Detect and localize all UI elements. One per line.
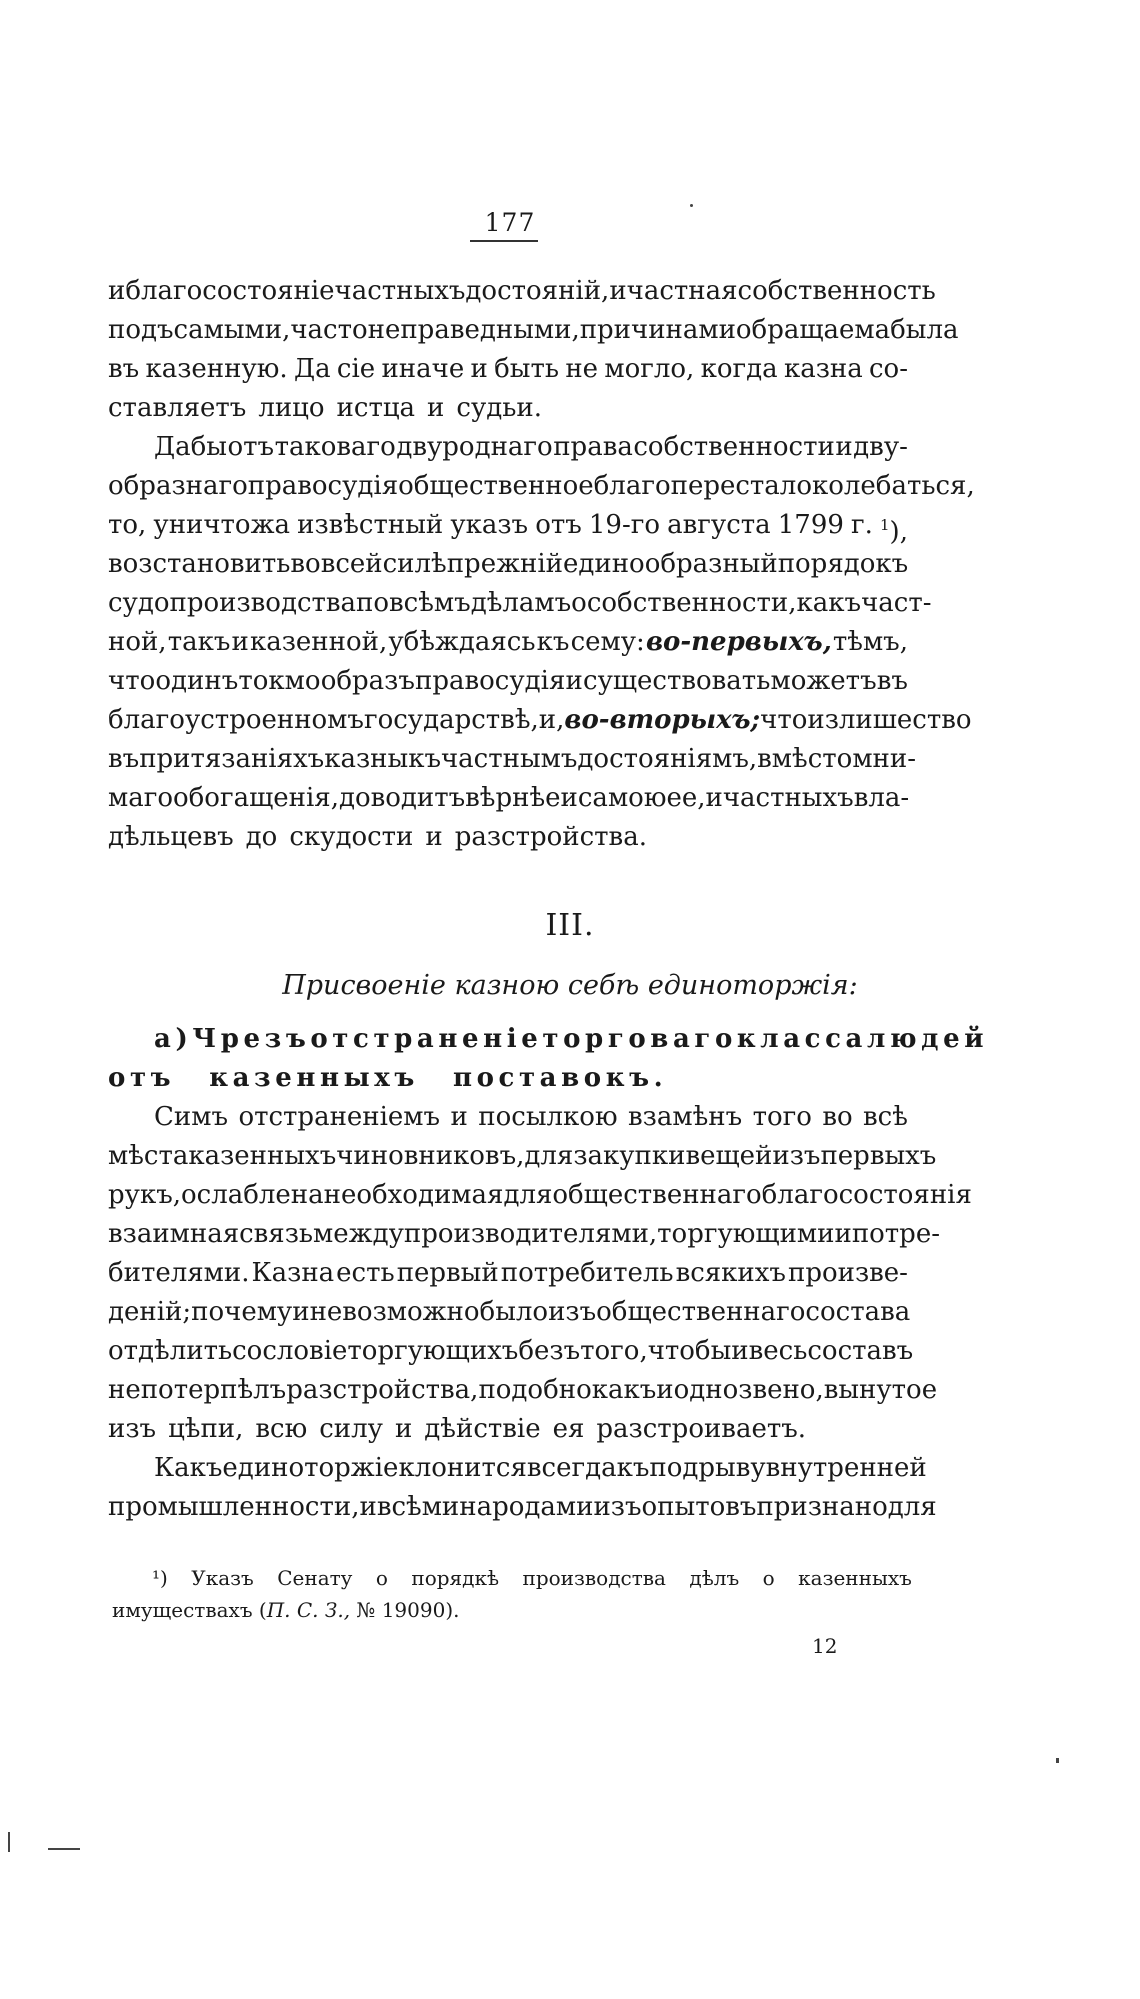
text-block-top bbox=[108, 272, 975, 857]
word: къ bbox=[616, 1453, 650, 1483]
word: убѣждаясь bbox=[388, 627, 536, 657]
word: 19-го bbox=[588, 510, 661, 540]
word: подобно bbox=[478, 1375, 592, 1405]
word: въ bbox=[108, 744, 140, 774]
scan-artifact bbox=[1056, 1758, 1059, 1763]
word: отъ bbox=[227, 432, 275, 462]
word: и bbox=[359, 1492, 377, 1522]
word: такъ bbox=[167, 627, 231, 657]
word: со- bbox=[869, 354, 908, 384]
word: одинъ bbox=[155, 666, 239, 696]
text-line bbox=[108, 584, 932, 623]
text-line bbox=[108, 662, 908, 701]
word: колебаться, bbox=[811, 471, 975, 501]
word: иначе bbox=[381, 354, 465, 384]
footnote-text: № 19090). bbox=[356, 1598, 460, 1622]
word: Указъ bbox=[191, 1566, 254, 1590]
word: для bbox=[503, 1180, 553, 1210]
word: всѣми bbox=[376, 1492, 460, 1522]
footnote-line bbox=[112, 1594, 912, 1626]
word: скудости bbox=[289, 822, 414, 852]
word: деній; bbox=[108, 1297, 192, 1327]
word: и bbox=[705, 783, 723, 813]
word: и bbox=[470, 354, 488, 384]
word: единоторжіе bbox=[222, 1453, 399, 1483]
word: часто bbox=[290, 315, 368, 345]
word: возстановить bbox=[108, 549, 291, 579]
word: дѣлъ bbox=[689, 1566, 740, 1590]
text-line bbox=[108, 272, 936, 311]
word: самою bbox=[577, 783, 667, 813]
word: необходимая bbox=[323, 1180, 504, 1210]
word: образъ bbox=[320, 666, 415, 696]
word: частная bbox=[626, 276, 738, 306]
word: въ bbox=[108, 354, 140, 384]
word: благоустроенномъ bbox=[108, 705, 364, 735]
word: признано bbox=[756, 1492, 888, 1522]
word: казна bbox=[783, 354, 863, 384]
word: о bbox=[571, 588, 587, 618]
word: казенныхъ bbox=[209, 1063, 419, 1093]
word: во bbox=[290, 549, 321, 579]
word: какъ bbox=[796, 588, 862, 618]
word: по bbox=[356, 588, 390, 618]
word: весь bbox=[748, 1336, 808, 1366]
word: внутренней bbox=[765, 1453, 927, 1483]
word: порядкѣ bbox=[411, 1566, 500, 1590]
word: есть bbox=[336, 1258, 395, 1288]
text-line bbox=[108, 623, 908, 662]
word: разстроиваетъ. bbox=[596, 1414, 807, 1444]
footnote bbox=[112, 1562, 912, 1626]
word: потребитель bbox=[500, 1258, 674, 1288]
word: когда bbox=[700, 354, 778, 384]
word: и bbox=[609, 276, 627, 306]
word: торговаго bbox=[542, 1024, 737, 1054]
text-line bbox=[108, 350, 908, 389]
word: общественнаго bbox=[552, 1180, 762, 1210]
word: для bbox=[524, 1141, 574, 1171]
word: клонится bbox=[398, 1453, 527, 1483]
word: и bbox=[108, 276, 126, 306]
word: и bbox=[394, 1414, 413, 1444]
word: судьи. bbox=[456, 393, 543, 423]
word: ставляетъ bbox=[108, 393, 247, 423]
word: августа bbox=[667, 510, 771, 540]
word: частныхъ bbox=[334, 276, 466, 306]
word: таковаго bbox=[274, 432, 396, 462]
word: вещей bbox=[685, 1141, 773, 1171]
word: силу bbox=[319, 1414, 383, 1444]
text-line bbox=[108, 311, 959, 350]
word: не bbox=[565, 354, 599, 384]
text-line bbox=[108, 1332, 914, 1371]
word: единообразный bbox=[562, 549, 778, 579]
word: опытовъ bbox=[641, 1492, 757, 1522]
word: порядокъ bbox=[777, 549, 909, 579]
word: а) bbox=[154, 1024, 193, 1054]
word: част- bbox=[861, 588, 932, 618]
signature-mark: 12 bbox=[812, 1634, 838, 1658]
word: къ bbox=[408, 744, 441, 774]
word: торгующими bbox=[657, 1219, 835, 1249]
word: образнаго bbox=[108, 471, 248, 501]
word: мни- bbox=[852, 744, 916, 774]
word: какъ bbox=[591, 1375, 657, 1405]
text-line bbox=[108, 545, 908, 584]
point-a-line bbox=[108, 1020, 989, 1059]
word: изъ bbox=[108, 1414, 157, 1444]
word: общественное bbox=[398, 471, 594, 501]
word: была bbox=[890, 315, 959, 345]
word: въ bbox=[876, 666, 908, 696]
word: государствѣ, bbox=[363, 705, 539, 735]
word: неправедными, bbox=[367, 315, 580, 345]
word: и, bbox=[538, 705, 565, 735]
word: вѣрнѣе bbox=[465, 783, 561, 813]
word: производства bbox=[522, 1566, 666, 1590]
word: и bbox=[425, 822, 443, 852]
word: перестало bbox=[670, 471, 812, 501]
scan-artifact bbox=[8, 1832, 10, 1852]
word: достояній, bbox=[465, 276, 610, 306]
word: и bbox=[565, 666, 583, 696]
word: сословіе bbox=[232, 1336, 348, 1366]
scan-artifact bbox=[690, 204, 693, 207]
line-word: тѣмъ, bbox=[832, 627, 908, 657]
word: Чрезъ bbox=[192, 1024, 311, 1054]
text-line bbox=[108, 740, 916, 779]
word: благо bbox=[593, 471, 671, 501]
text-line bbox=[108, 818, 908, 857]
word: одно bbox=[673, 1375, 739, 1405]
text-line bbox=[108, 1254, 908, 1293]
word: между bbox=[313, 1219, 404, 1249]
page-number-rule bbox=[470, 240, 538, 242]
point-a-line bbox=[108, 1059, 908, 1098]
word: почему bbox=[191, 1297, 293, 1327]
word: казенной, bbox=[249, 627, 388, 657]
text-line bbox=[108, 1488, 937, 1527]
word: дву- bbox=[853, 432, 908, 462]
word: дѣйствіе bbox=[424, 1414, 541, 1444]
word: изъ bbox=[593, 1492, 642, 1522]
word: вынутое bbox=[823, 1375, 938, 1405]
word: производителями, bbox=[403, 1219, 658, 1249]
word: отъ bbox=[535, 510, 582, 540]
word: чиновниковъ, bbox=[336, 1141, 525, 1171]
word: торгующихъ bbox=[347, 1336, 519, 1366]
footnote-line bbox=[112, 1562, 912, 1594]
word: связь bbox=[239, 1219, 314, 1249]
word: того bbox=[752, 1102, 812, 1132]
text-line bbox=[108, 506, 908, 545]
word: всѣ bbox=[863, 1102, 908, 1132]
word: притязаніяхъ bbox=[139, 744, 325, 774]
word: достояніямъ, bbox=[577, 744, 758, 774]
word: собственность bbox=[737, 276, 936, 306]
section-heading: III. bbox=[545, 908, 595, 943]
word: до bbox=[245, 822, 278, 852]
word: можетъ bbox=[770, 666, 877, 696]
word: того, bbox=[580, 1336, 648, 1366]
word: составъ bbox=[807, 1336, 914, 1366]
word: двуроднаго bbox=[396, 432, 553, 462]
word: класса bbox=[736, 1024, 867, 1054]
word: г. bbox=[851, 510, 873, 540]
word: благосостоянія bbox=[761, 1180, 972, 1210]
text-line bbox=[108, 389, 908, 428]
word: ослаблена bbox=[181, 1180, 324, 1210]
word: всей bbox=[320, 549, 383, 579]
word: уничтожа bbox=[153, 510, 291, 540]
word: всякихъ bbox=[675, 1258, 786, 1288]
word: лицо bbox=[258, 393, 325, 423]
word: указъ bbox=[450, 510, 529, 540]
word: народами bbox=[459, 1492, 594, 1522]
word: дѣльцевъ bbox=[108, 822, 234, 852]
word: чтобы bbox=[647, 1336, 732, 1366]
text-line bbox=[108, 779, 908, 818]
italic-emphasis: во-первыхъ, bbox=[645, 627, 832, 657]
word: закупки bbox=[573, 1141, 686, 1171]
word: разстройства, bbox=[286, 1375, 479, 1405]
text-line bbox=[108, 428, 908, 467]
word: было bbox=[479, 1297, 549, 1327]
word: всю bbox=[255, 1414, 308, 1444]
word: казенную. bbox=[145, 354, 288, 384]
word: вла- bbox=[853, 783, 910, 813]
word: произве- bbox=[787, 1258, 908, 1288]
word: отъ bbox=[108, 1063, 176, 1093]
word: всѣмъ bbox=[389, 588, 471, 618]
word: частныхъ bbox=[722, 783, 854, 813]
text-line bbox=[108, 701, 972, 740]
word: судопроизводства bbox=[108, 588, 357, 618]
word: истца bbox=[336, 393, 416, 423]
word: и bbox=[231, 627, 249, 657]
word: звено, bbox=[738, 1375, 824, 1405]
word: подъ bbox=[108, 315, 174, 345]
word: невозможно bbox=[309, 1297, 480, 1327]
word: людей bbox=[866, 1024, 989, 1054]
word: собственности, bbox=[586, 588, 797, 618]
word: быть bbox=[494, 354, 560, 384]
word: сіе bbox=[336, 354, 376, 384]
word: и bbox=[450, 1102, 468, 1132]
word: и bbox=[560, 783, 578, 813]
word: дѣламъ bbox=[470, 588, 572, 618]
word: что bbox=[760, 705, 808, 735]
word: о bbox=[762, 1566, 775, 1590]
word: Да bbox=[293, 354, 331, 384]
word: причинами bbox=[579, 315, 736, 345]
word: 1799 bbox=[777, 510, 844, 540]
text-line bbox=[108, 1371, 938, 1410]
word: всегда bbox=[526, 1453, 617, 1483]
word: благосостояніе bbox=[125, 276, 335, 306]
word: Какъ bbox=[154, 1453, 223, 1483]
text-line bbox=[108, 1137, 937, 1176]
word: правосудія bbox=[415, 666, 566, 696]
italic-emphasis: во-вторыхъ; bbox=[564, 705, 761, 735]
word: сему: bbox=[570, 627, 645, 657]
word: разстройства. bbox=[454, 822, 647, 852]
section-subtitle: Присвоеніе казною себѣ единоторжія: bbox=[282, 970, 858, 1001]
text-line bbox=[108, 1176, 972, 1215]
footnote-text: имуществахъ ( bbox=[112, 1598, 267, 1622]
word: отдѣлить bbox=[108, 1336, 233, 1366]
word: токмо bbox=[238, 666, 321, 696]
word: что bbox=[108, 666, 156, 696]
word: и bbox=[292, 1297, 310, 1327]
text-line bbox=[108, 1098, 908, 1137]
word: взамѣнъ bbox=[628, 1102, 743, 1132]
text-line bbox=[108, 1293, 911, 1332]
word: могло, bbox=[604, 354, 695, 384]
word: казенныхъ bbox=[798, 1566, 912, 1590]
word: потерпѣлъ bbox=[140, 1375, 287, 1405]
word: во bbox=[822, 1102, 853, 1132]
word: правосудія bbox=[247, 471, 399, 501]
word: ее, bbox=[666, 783, 706, 813]
word: казны bbox=[324, 744, 409, 774]
footnote-marker: ¹) bbox=[152, 1566, 168, 1590]
word: ея bbox=[552, 1414, 585, 1444]
text-line bbox=[108, 1410, 908, 1449]
footnote-citation: П. С. З., bbox=[266, 1598, 351, 1622]
word: прежній bbox=[446, 549, 563, 579]
word: извѣстный bbox=[297, 510, 444, 540]
word: Казна bbox=[251, 1258, 335, 1288]
word: обращаема bbox=[735, 315, 891, 345]
word: права bbox=[553, 432, 633, 462]
word: первыхъ bbox=[820, 1141, 937, 1171]
text-line bbox=[108, 1215, 940, 1254]
word: и bbox=[427, 393, 445, 423]
word: мѣста bbox=[108, 1141, 189, 1171]
word: потре- bbox=[851, 1219, 940, 1249]
footnote-reference: $^1$), bbox=[880, 516, 908, 547]
word: изъ bbox=[772, 1141, 821, 1171]
word: отстраненіемъ bbox=[238, 1102, 441, 1132]
word: силѣ bbox=[382, 549, 447, 579]
word: поставокъ. bbox=[452, 1063, 668, 1093]
word: безъ bbox=[518, 1336, 581, 1366]
word: къ bbox=[536, 627, 570, 657]
word: промышленности, bbox=[108, 1492, 360, 1522]
word: доводитъ bbox=[338, 783, 466, 813]
text-block-bottom bbox=[108, 1020, 989, 1527]
word: вмѣсто bbox=[757, 744, 853, 774]
word: изъ bbox=[548, 1297, 597, 1327]
word: Дабы bbox=[154, 432, 227, 462]
word: частнымъ bbox=[440, 744, 578, 774]
word: излишество bbox=[807, 705, 972, 735]
word: состава bbox=[805, 1297, 911, 1327]
word: самыми, bbox=[173, 315, 291, 345]
word: общественнаго bbox=[596, 1297, 806, 1327]
word: казенныхъ bbox=[188, 1141, 337, 1171]
word: о bbox=[375, 1566, 388, 1590]
word: для bbox=[887, 1492, 937, 1522]
word: Сенату bbox=[277, 1566, 353, 1590]
word: цѣпи, bbox=[168, 1414, 244, 1444]
word: маго bbox=[108, 783, 173, 813]
word: ной, bbox=[108, 627, 167, 657]
word: существовать bbox=[583, 666, 771, 696]
word: посылкою bbox=[478, 1102, 618, 1132]
word: обогащенія, bbox=[173, 783, 339, 813]
word: то, bbox=[108, 510, 147, 540]
word: рукъ, bbox=[108, 1180, 181, 1210]
scan-artifact bbox=[48, 1848, 80, 1850]
word: и bbox=[835, 432, 853, 462]
word: Симъ bbox=[154, 1102, 228, 1132]
word: отстраненіе bbox=[310, 1024, 543, 1054]
word: собственности bbox=[633, 432, 835, 462]
word: и bbox=[731, 1336, 749, 1366]
word: и bbox=[834, 1219, 852, 1249]
word: и bbox=[656, 1375, 674, 1405]
word: подрыву bbox=[649, 1453, 766, 1483]
word: не bbox=[108, 1375, 141, 1405]
text-line bbox=[108, 467, 975, 506]
word: бителями. bbox=[108, 1258, 250, 1288]
text-line bbox=[108, 1449, 927, 1488]
word: первый bbox=[396, 1258, 499, 1288]
word: взаимная bbox=[108, 1219, 240, 1249]
page-number: 177 bbox=[484, 208, 536, 237]
